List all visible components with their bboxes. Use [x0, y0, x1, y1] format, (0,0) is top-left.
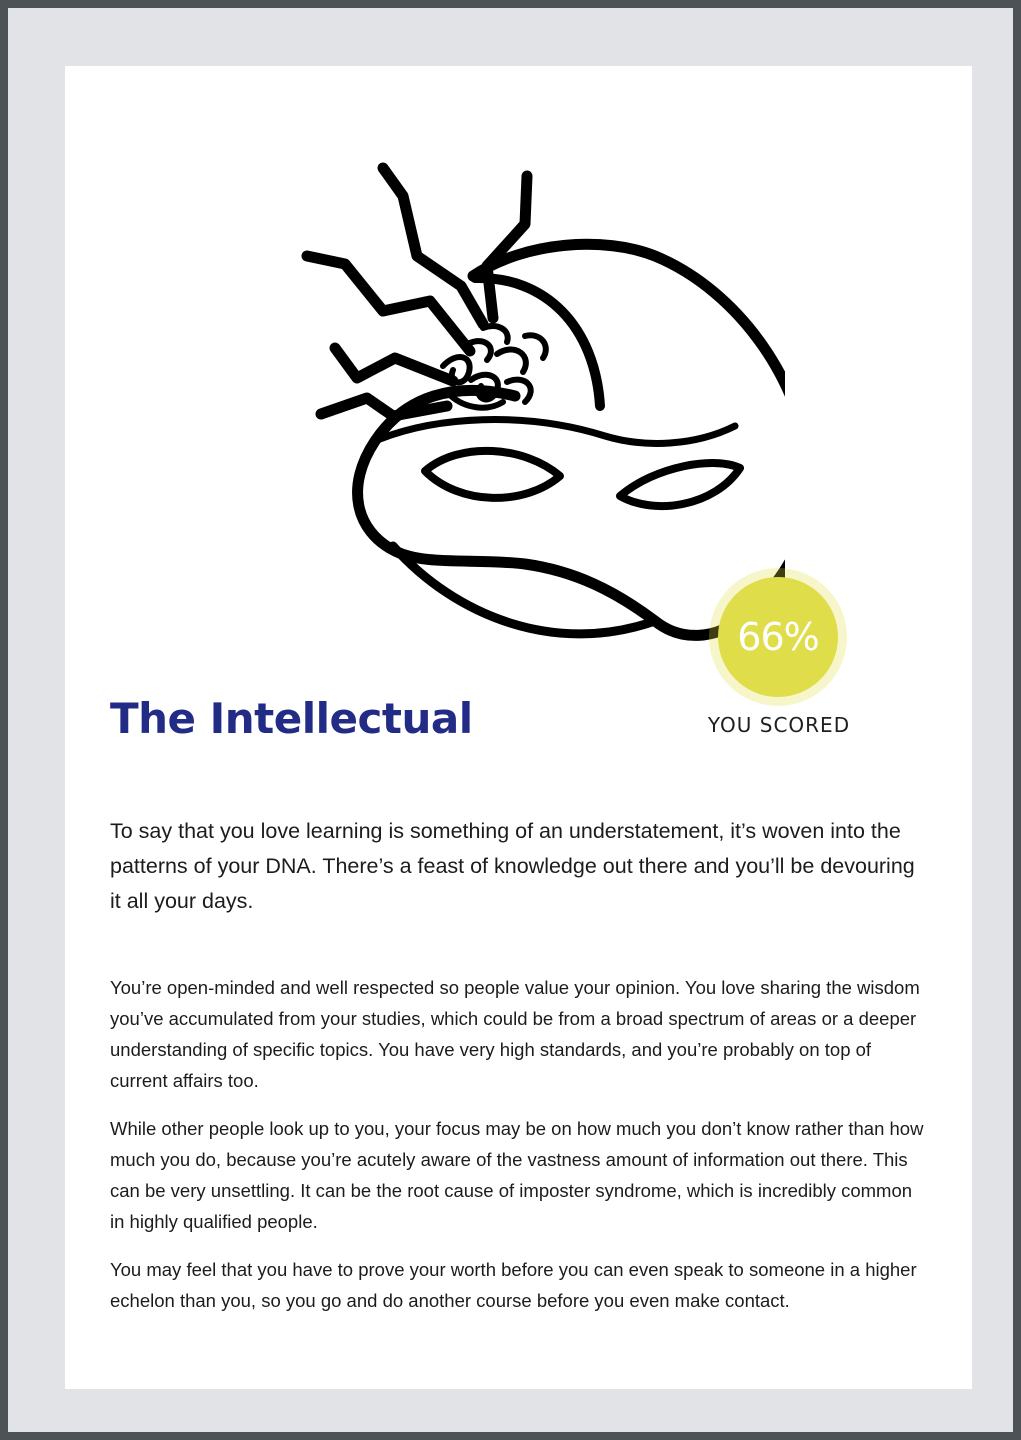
score-value: 66%: [737, 615, 819, 659]
score-caption: YOU SCORED: [707, 713, 851, 737]
body-paragraph: While other people look up to you, your focus may be on how much you don’t know rather than how much you do, because you’re acutely aware of the vastness amount of information out there. This can be very unsettling. It can be the root cause of imposter syndrome, which is incredibly common in highly qualified people.: [110, 1118, 924, 1232]
result-page: [65, 66, 972, 1389]
body-paragraph: You may feel that you have to prove your worth before you can even speak to someone in a higher echelon than you, so you go and do another course before you even make contact.: [110, 1259, 917, 1311]
document-frame: [8, 8, 1013, 1432]
intro-paragraph: To say that you love learning is something of an understatement, it’s woven into the patterns of your DNA. There’s a feast of knowledge out there and you’ll be devouring it all your days.: [110, 819, 915, 913]
result-title: The Intellectual: [110, 694, 473, 743]
score-badge: [718, 577, 838, 697]
mask-with-brain-icon: [225, 96, 785, 656]
body-paragraph: You’re open-minded and well respected so people value your opinion. You love sharing the wisdom you’ve accumulated from your studies, which could be from a broad spectrum of areas or a deeper understanding of specific topics. You have very high standards, and you’re probably on top of current affairs too.: [110, 977, 920, 1091]
description-body: [110, 972, 930, 1333]
